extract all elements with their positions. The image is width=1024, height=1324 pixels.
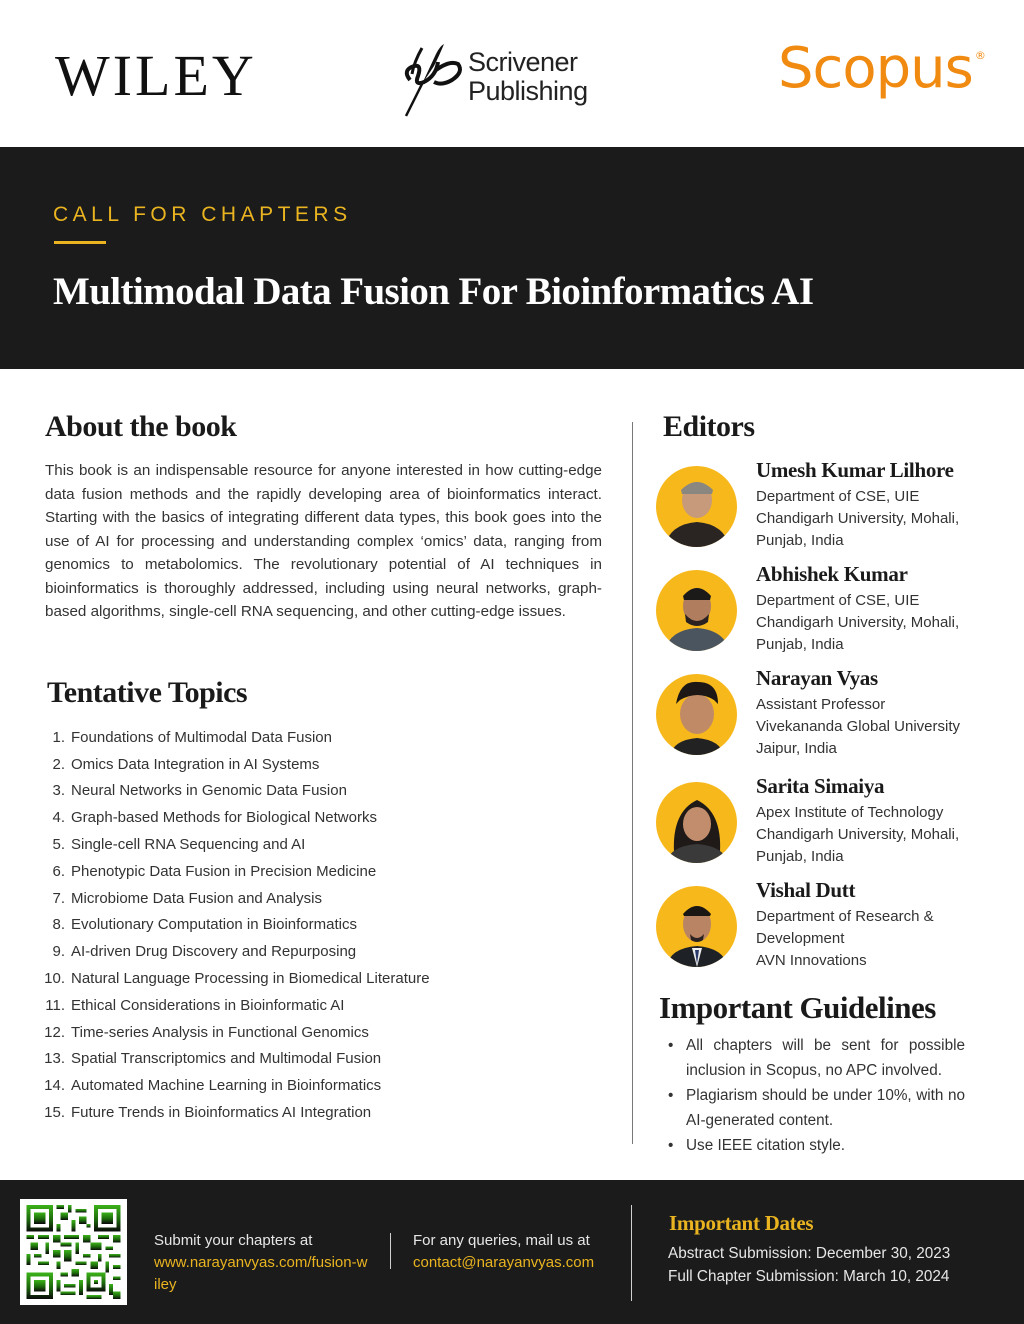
- editor-card: [656, 774, 1016, 878]
- column-divider: [632, 422, 633, 1144]
- affiliation-line: Jaipur, India: [756, 739, 837, 757]
- topic-label: Spatial Transcriptomics and Multimodal Fusion: [71, 1050, 382, 1068]
- topic-label: AI-driven Drug Discovery and Repurposing: [71, 943, 357, 961]
- editor-name: Abhishek Kumar: [756, 562, 908, 586]
- topic-number: 5.: [52, 836, 65, 854]
- person-photo-icon: [656, 782, 737, 863]
- date-item: Full Chapter Submission: March 10, 2024: [668, 1267, 950, 1285]
- topic-item: [40, 831, 430, 858]
- topic-label: Automated Machine Learning in Bioinformatics: [71, 1077, 382, 1095]
- date-item: Abstract Submission: December 30, 2023: [668, 1245, 951, 1262]
- avatar: [656, 782, 737, 863]
- person-photo-icon: [656, 674, 737, 755]
- hero-banner: [0, 147, 1024, 369]
- topic-number: 1.: [52, 728, 65, 746]
- query-info: [413, 1230, 613, 1274]
- editor-affiliation: [756, 694, 960, 759]
- affiliation-line: Development: [756, 929, 845, 947]
- topic-label: Single-cell RNA Sequencing and AI: [71, 836, 306, 854]
- call-for-chapters-label: CALL FOR CHAPTERS: [53, 203, 352, 226]
- scrivener-publishing-logo: [400, 40, 600, 120]
- footer: [0, 1180, 1024, 1324]
- topic-number: 10.: [44, 970, 65, 988]
- about-heading: About the book: [45, 410, 237, 443]
- topic-number: 7.: [52, 889, 65, 907]
- topic-number: 9.: [52, 943, 65, 961]
- query-label: For any queries, mail us at: [413, 1232, 590, 1249]
- guideline-item: • Use IEEE citation style.: [668, 1133, 965, 1158]
- wiley-logo: WILEY: [55, 43, 257, 108]
- topics-heading: Tentative Topics: [47, 676, 248, 709]
- topic-number: 3.: [52, 782, 65, 800]
- editor-affiliation: [756, 486, 959, 551]
- logo-bar: [0, 0, 1024, 147]
- topic-label: Evolutionary Computation in Bioinformatics: [71, 916, 357, 934]
- topic-item: [40, 912, 430, 939]
- footer-divider: [631, 1205, 632, 1301]
- editor-card: [656, 562, 1016, 666]
- editor-name: Narayan Vyas: [756, 666, 878, 690]
- editor-card: [656, 666, 1016, 770]
- topic-number: 6.: [52, 862, 65, 880]
- topic-number: 11.: [45, 996, 65, 1014]
- editor-affiliation: [756, 590, 959, 655]
- editor-card: [656, 458, 1016, 562]
- affiliation-line: Vivekananda Global University: [756, 717, 961, 735]
- topic-number: 2.: [52, 755, 65, 773]
- affiliation-line: Chandigarh University, Mohali,: [756, 613, 960, 631]
- topic-number: 4.: [52, 809, 65, 827]
- editor-name: Vishal Dutt: [756, 878, 856, 902]
- topic-item: [40, 804, 430, 831]
- topic-item: [40, 885, 430, 912]
- scrivener-text: Scrivener: [468, 47, 578, 77]
- accent-rule: [54, 241, 106, 244]
- affiliation-line: Punjab, India: [756, 531, 844, 549]
- affiliation-line: Department of CSE, UIE: [756, 592, 920, 609]
- editor-affiliation: [756, 906, 934, 971]
- editor-name: Umesh Kumar Lilhore: [756, 458, 954, 482]
- avatar: [656, 466, 737, 547]
- submission-link[interactable]: www.narayanvyas.com/fusion-wiley: [154, 1254, 368, 1293]
- topic-item: [40, 778, 430, 805]
- topic-label: Graph-based Methods for Biological Networks: [71, 809, 377, 827]
- affiliation-line: AVN Innovations: [756, 951, 867, 969]
- topic-item: [40, 992, 430, 1019]
- scopus-text: Scopus: [778, 36, 973, 101]
- topic-item: [40, 938, 430, 965]
- affiliation-line: Chandigarh University, Mohali,: [756, 509, 960, 527]
- affiliation-line: Department of CSE, UIE: [756, 488, 920, 505]
- topic-label: Natural Language Processing in Biomedical Literature: [71, 970, 430, 988]
- topic-item: [40, 1099, 430, 1126]
- affiliation-line: Chandigarh University, Mohali,: [756, 825, 960, 843]
- topic-number: 15.: [44, 1104, 65, 1122]
- publishing-text: Publishing: [468, 76, 588, 106]
- qr-code[interactable]: [20, 1199, 127, 1305]
- topic-item: [40, 965, 430, 992]
- qr-code-icon: [26, 1205, 121, 1299]
- footer-divider: [390, 1233, 391, 1269]
- affiliation-line: Punjab, India: [756, 847, 844, 865]
- avatar: [656, 886, 737, 967]
- topic-item: [40, 724, 430, 751]
- topic-number: 13.: [44, 1050, 65, 1068]
- guidelines-list: [668, 1033, 965, 1158]
- editors-heading: Editors: [663, 410, 755, 443]
- person-photo-icon: [656, 570, 737, 651]
- editor-card: [656, 878, 1016, 982]
- guidelines-heading: Important Guidelines: [659, 990, 936, 1025]
- editor-name: Sarita Simaiya: [756, 774, 885, 798]
- affiliation-line: Assistant Professor: [756, 696, 886, 713]
- topic-number: 8.: [52, 916, 65, 934]
- topic-item: [40, 858, 430, 885]
- topic-label: Ethical Considerations in Bioinformatic AI: [71, 996, 345, 1014]
- topic-label: Foundations of Multimodal Data Fusion: [71, 728, 332, 746]
- scopus-logo: [778, 36, 985, 101]
- affiliation-line: Department of Research &: [756, 908, 934, 925]
- editor-affiliation: [756, 802, 959, 867]
- quill-pen-icon: [400, 40, 466, 120]
- book-title: Multimodal Data Fusion For Bioinformatics AI: [53, 270, 814, 313]
- topic-item: [40, 1072, 430, 1099]
- topic-number: 12.: [44, 1023, 65, 1041]
- affiliation-line: Apex Institute of Technology: [756, 804, 944, 821]
- topic-label: Future Trends in Bioinformatics AI Integration: [71, 1104, 372, 1122]
- about-paragraph: This book is an indispensable resource for anyone interested in how cutting-edge data fusion methods and the rapidly developing area of bioinformatics interact. Starting with the basics of integrating different data types, this book goes into the use of AI for processing and understanding complex ‘omics’ data, ranging from genomics to metabolomics. The revolutionary potential of AI techniques in bioinformatics is thoroughly addressed, including using neural networks, graph-based algorithms, single-cell RNA sequencing, and other cutting-edge issues.: [45, 462, 602, 620]
- contact-email-link[interactable]: contact@narayanvyas.com: [413, 1254, 595, 1271]
- topic-item: [40, 1019, 430, 1046]
- guideline-item: • All chapters will be sent for possible inclusion in Scopus, no APC involved.: [668, 1033, 965, 1083]
- affiliation-line: Punjab, India: [756, 635, 844, 653]
- important-dates-list: [668, 1243, 950, 1288]
- topic-number: 14.: [44, 1077, 65, 1095]
- registered-mark: ®: [974, 49, 985, 62]
- avatar: [656, 674, 737, 755]
- person-photo-icon: [656, 466, 737, 547]
- important-dates-heading: Important Dates: [669, 1211, 814, 1235]
- guideline-item: • Plagiarism should be under 10%, with no AI-generated content.: [668, 1083, 965, 1133]
- topics-list: [40, 724, 430, 1126]
- topic-item: [40, 1046, 430, 1073]
- avatar: [656, 570, 737, 651]
- topic-label: Neural Networks in Genomic Data Fusion: [71, 782, 347, 800]
- topic-label: Microbiome Data Fusion and Analysis: [71, 889, 322, 907]
- person-photo-icon: [656, 886, 737, 967]
- submit-label: Submit your chapters at: [154, 1232, 313, 1249]
- topic-label: Omics Data Integration in AI Systems: [71, 755, 320, 773]
- topic-label: Phenotypic Data Fusion in Precision Medicine: [71, 862, 377, 880]
- topic-label: Time-series Analysis in Functional Genomics: [71, 1023, 369, 1041]
- topic-item: [40, 751, 430, 778]
- submit-info: [154, 1230, 369, 1296]
